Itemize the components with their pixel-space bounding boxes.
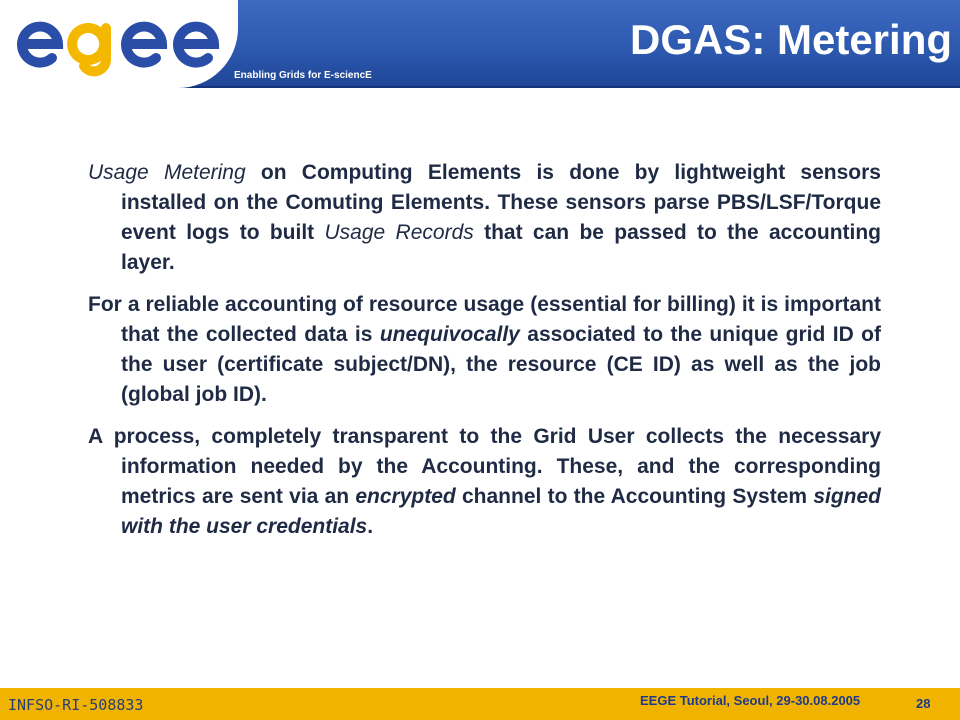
tagline: Enabling Grids for E-sciencE	[234, 70, 372, 81]
text-run: Usage Metering	[88, 161, 246, 184]
text-run: on Computing Elements is done by lightweight sensors installed on the Comuting Elements. These sensors parse PBS/LSF/Torque event logs to built	[121, 161, 881, 244]
event-label: EEGE Tutorial, Seoul, 29-30.08.2005	[640, 693, 861, 708]
paragraph-reliable-accounting	[88, 290, 881, 410]
text-run: signed with the user credentials	[121, 485, 881, 538]
text-run: Usage Records	[324, 221, 474, 244]
text-run: channel to the Accounting System	[455, 485, 814, 508]
slide-body	[88, 158, 881, 554]
project-id: INFSO-RI-508833	[8, 696, 144, 714]
egee-logo	[0, 0, 238, 88]
paragraph-process	[88, 422, 881, 542]
text-run: that can be passed to the accounting layer.	[121, 221, 881, 274]
text-run: unequivocally	[379, 323, 520, 346]
logo-panel	[0, 0, 238, 88]
slide-title: DGAS: Metering	[629, 16, 952, 63]
text-run: encrypted	[355, 485, 456, 508]
paragraph-usage-metering	[88, 158, 881, 278]
page-number: 28	[916, 696, 931, 711]
text-run: For a reliable accounting of resource usage (essential for billing) it is important that the collected data is	[88, 293, 881, 346]
text-run: associated to the unique grid ID of the user (certificate subject/DN), the resource (CE ID) as well as the job (global job ID).	[121, 323, 881, 406]
text-run: A process, completely transparent to the Grid User collects the necessary information needed by the Accounting. These, and the corresponding metrics are sent via an	[88, 425, 881, 508]
text-run: .	[367, 515, 374, 538]
